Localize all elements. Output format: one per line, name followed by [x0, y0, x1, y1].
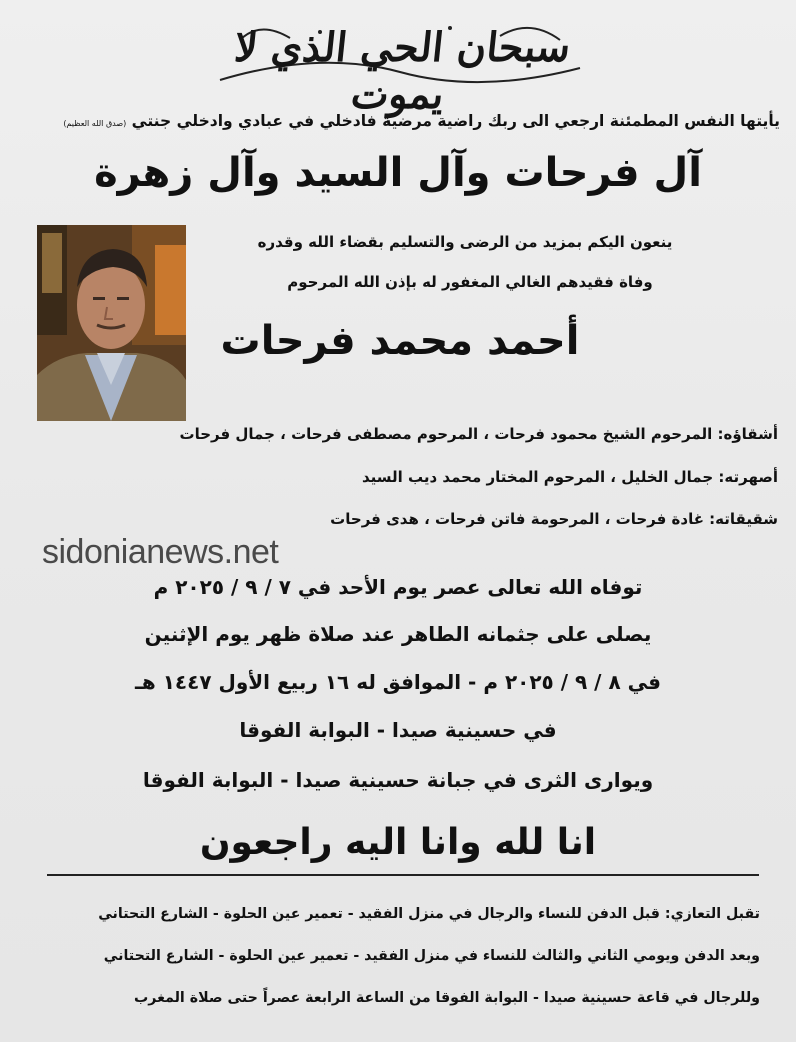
brothers-line: أشقاؤه: المرحوم الشيخ محمود فرحات ، المرحوم مصطفى فرحات ، جمال فرحات	[179, 425, 778, 443]
announcement-line-1: ينعون اليكم بمزيد من الرضى والتسليم بقضاء الله وقدره	[257, 233, 673, 251]
calligraphy-text: سبحان الحي الذي لا يموت	[232, 24, 573, 118]
condolences-line-3: وللرجال في قاعة حسينية صيدا - البوابة الفوقا من الساعة الرابعة عصراً حتى صلاة المغرب	[133, 990, 760, 1006]
verse-text: يأيتها النفس المطمئنة ارجعي الى ربك راضية مرضية فادخلي في عبادي وادخلي جنتي	[131, 112, 780, 130]
date-line: في ٨ / ٩ / ٢٠٢٥ م - الموافق له ١٦ ربيع الأول ١٤٤٧ هـ	[135, 670, 661, 694]
deceased-photo	[37, 225, 186, 421]
condolences-line-2: وبعد الدفن ويومي الثاني والثالث للنساء في منزل الفقيد - تعمير عين الحلوة - الشارع التحتاني	[103, 948, 760, 964]
portrait-image	[37, 225, 186, 421]
calligraphy-header	[200, 10, 600, 118]
condolences-line-1: تقبل التعازي: قبل الدفن للنساء والرجال في منزل الفقيد - تعمير عين الحلوة - الشارع التحتاني	[98, 906, 760, 922]
prayer-line: يصلى على جثمانه الطاهر عند صلاة ظهر يوم الإثنين	[144, 622, 652, 646]
sisters-line: شقيقاته: غادة فرحات ، المرحومة فاتن فرحات ، هدى فرحات	[330, 510, 778, 528]
in-laws-line: أصهرته: جمال الخليل ، المرحوم المختار محمد ديب السيد	[361, 468, 778, 486]
closing-phrase: انا لله وانا اليه راجعون	[199, 822, 597, 863]
place-line: في حسينية صيدا - البوابة الفوقا	[239, 718, 557, 742]
announcement-line-2: وفاة فقيدهم الغالي المغفور له بإذن الله المرحوم	[287, 273, 653, 291]
burial-line: ويوارى الثرى في جبانة حسينية صيدا - البوابة الفوقا	[142, 768, 654, 792]
quran-verse	[10, 112, 780, 130]
watermark: sidonianews.net	[42, 533, 279, 571]
divider	[47, 874, 759, 876]
death-line: توفاه الله تعالى عصر يوم الأحد في ٧ / ٩ / ٢٠٢٥ م	[153, 575, 643, 599]
families-heading: آل فرحات وآل السيد وآل زهرة	[94, 150, 702, 196]
deceased-name: أحمد محمد فرحات	[220, 318, 580, 364]
verse-reference: (صدق الله العظيم)	[63, 119, 127, 128]
